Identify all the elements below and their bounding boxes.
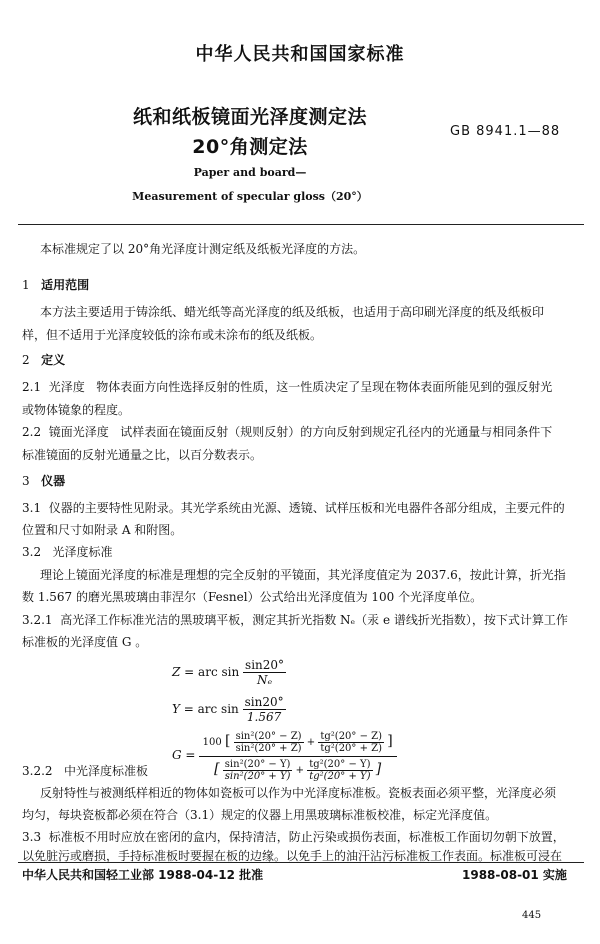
clause-3-3-line-2: 以免脏污或磨损，手持标准板时要握在板的边缘。以免手上的油汗沾污标准板工作表面。标准板可浸在 [22, 849, 563, 863]
term: 光泽度 [48, 380, 85, 394]
term-fraction [318, 731, 384, 754]
footer-divider [18, 862, 584, 863]
approval-line: 中华人民共和国轻工业部 1988-04-12 批准 [22, 868, 264, 882]
clause-number: 3.2.2 [22, 764, 53, 778]
section-1-line-2: 样，但不适用于光泽度较低的涂布或未涂布的纸及纸板。 [22, 328, 323, 342]
clause-3-2-line-2: 数 1.567 的磨光黑玻璃由菲涅尔（Fesnel）公式给出光泽度值为 100 个光泽度单位。 [22, 590, 483, 604]
formula-main-fraction [199, 731, 397, 782]
section-3-heading [22, 472, 65, 489]
section-1-heading [22, 276, 89, 293]
formula-function: arc sin [197, 702, 239, 716]
formula-z [172, 658, 286, 687]
section-number: 1 [22, 278, 30, 292]
definition-2-1-line-2: 或物体镜象的程度。 [22, 403, 131, 417]
clause-3-2-2-heading [22, 760, 148, 783]
formula-fraction [243, 658, 286, 687]
section-number: 2 [22, 353, 30, 367]
clause-3-2-1-line-2: 标准板的光泽度值 G 。 [22, 635, 148, 649]
section-1-line-1: 本方法主要适用于铸涂纸、蜡光纸等高光泽度的纸及纸板，也适用于高印刷光泽度的纸及纸板印 [40, 305, 545, 319]
english-title-line-1: Paper and board— [193, 166, 307, 179]
formula-function: arc sin [198, 665, 240, 679]
clause-text: 标准板不用时应放在密闭的盒内，保持清洁，防止污染或损伤表面，标准板工作面切勿朝下放置， [48, 830, 565, 844]
denominator: 1.567 [246, 710, 282, 724]
clause-3-2-2-line-1: 反射特性与被测纸样相近的物体如瓷板可以作为中光泽度标准板。瓷板表面必须平整，光泽度必须 [40, 786, 557, 800]
formula-lhs: Y = [172, 702, 194, 716]
formula-fraction [243, 695, 286, 724]
numerator: sin²(20° − Y) [224, 759, 291, 770]
clause-number: 3.2 [22, 545, 42, 559]
main-numerator: 100 [ $\frac{\text{sin²(20° − Z)}}{\text{sin²(20° + Z)}}$ + $\frac{\text{tg²(20° − Z)}}{\text{tg²(20° + Z)}}$ ] [199, 731, 397, 757]
clause-number: 3.1 [22, 501, 42, 515]
definition-text: 物体表面方向性选择反射的性质，这一性质决定了呈现在物体表面所能见到的强反射光 [96, 380, 553, 394]
clause-number: 2.2 [22, 425, 42, 439]
numerator: tg²(20° − Z) [320, 731, 382, 742]
coefficient: 100 [202, 737, 222, 748]
title-line-1: 纸和纸板镜面光泽度测定法 [132, 106, 367, 128]
formula-g [172, 731, 397, 782]
formula-y [172, 695, 286, 724]
section-2-heading [22, 351, 65, 368]
intro-text: 本标准规定了以 20°角光泽度计测定纸及纸板光泽度的方法。 [40, 242, 366, 256]
denominator: tg²(20° + Z) [320, 743, 382, 754]
numerator: sin20° [244, 695, 284, 709]
denominator: sin²(20° + Z) [235, 743, 302, 754]
term-fraction [223, 759, 293, 782]
plus-sign: + [295, 765, 305, 776]
formula-lhs: Z = [172, 665, 195, 679]
clause-3-2-2-line-2: 均匀，每块瓷板都必须在符合（3.1）规定的仪器上用黑玻璃标准板校准，标定光泽度值。 [22, 808, 498, 822]
main-denominator: [ $\frac{\text{sin²(20° − Y)}}{\text{sin²(20° + Y)}}$ + $\frac{\text{tg²(20° − Y)}}{\text{tg²(20° + Y)}}$ ] [214, 759, 382, 782]
clause-number: 3.3 [22, 830, 42, 844]
numerator: sin²(20° − Z) [235, 731, 302, 742]
header-divider [18, 224, 584, 225]
clause-title: 光泽度标准 [52, 545, 113, 559]
numerator: tg²(20° − Y) [309, 759, 371, 770]
term: 镜面光泽度 [48, 425, 109, 439]
clause-3-1-line-2: 位置和尺寸如附录 A 和附图。 [22, 523, 183, 537]
formula-lhs: G = [172, 748, 196, 762]
definition-2-1-line-1 [22, 376, 552, 399]
definition-2-2-line-1 [22, 421, 552, 444]
term-fraction [307, 759, 372, 782]
clause-title: 中光泽度标准板 [64, 764, 149, 778]
clause-text: 仪器的主要特性见附录。其光学系统由光源、透镜、试样压板和光电器件各部分组成，主要元件的 [48, 501, 565, 515]
plus-sign: + [306, 737, 316, 748]
term-fraction [234, 731, 304, 754]
title-line-2: 20°角测定法 [192, 136, 308, 158]
definition-text: 试样表面在镜面反射（规则反射）的方向反射到规定孔径内的光通量与相同条件下 [120, 425, 553, 439]
numerator: sin20° [245, 658, 285, 672]
issuing-body: 中华人民共和国国家标准 [195, 44, 405, 65]
section-title: 定义 [41, 353, 66, 367]
clause-text: 高光泽工作标准光洁的黑玻璃平板，测定其折光指数 Nₑ（汞 e 谱线折光指数），按下式计算工作 [60, 613, 568, 627]
section-title: 仪器 [41, 474, 66, 488]
definition-2-2-line-2: 标准镜面的反射光通量之比，以百分数表示。 [22, 448, 263, 462]
denominator: sin²(20° + Y) [224, 771, 291, 782]
clause-3-2-1-line-1 [22, 609, 568, 632]
section-number: 3 [22, 474, 30, 488]
clause-3-1-line-1 [22, 497, 565, 520]
clause-3-2-line-1: 理论上镜面光泽度的标准是理想的完全反射的平镜面，其光泽度值定为 2037.6，按此计算，折光指 [40, 568, 566, 582]
standard-number: GB 8941.1—88 [450, 124, 561, 139]
effective-date: 1988-08-01 实施 [462, 868, 567, 882]
english-title-line-2: Measurement of specular gloss（20°） [132, 190, 368, 203]
clause-number: 3.2.1 [22, 613, 53, 627]
section-title: 适用范围 [41, 278, 90, 292]
denominator: Nₑ [256, 673, 273, 687]
clause-3-2-heading [22, 541, 113, 564]
denominator: tg²(20° + Y) [309, 771, 371, 782]
page-number: 445 [522, 910, 542, 921]
clause-number: 2.1 [22, 380, 42, 394]
